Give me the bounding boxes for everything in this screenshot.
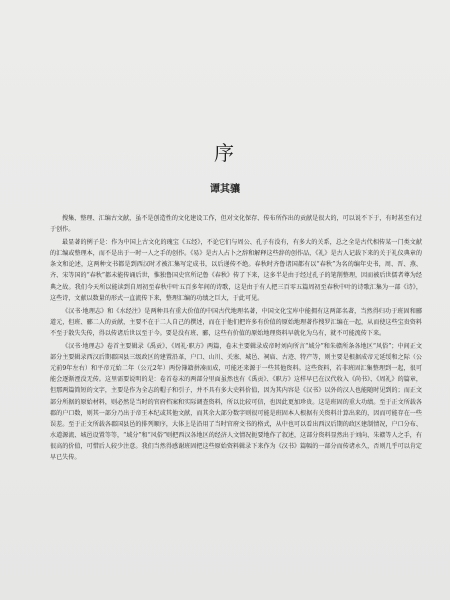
preface-title: 序 [214, 141, 236, 165]
author-name: 谭其骧 [210, 184, 240, 195]
paragraph: 最显著的例子是：作为中国上古文化的瑰宝《五经》，不论它们与周公、孔子有没有，有多大的关系，总之全是古代相传某一门类文献的汇编或整理本，而不是出于一时一人之手的创作。《易》是古人占卜之辞和解释这些辞的创作品，《礼》是古人记载下来的关于礼仪典章的条文和论述，这两种文书都是到西汉时才被汇集写定成书，以后递传不绝。春秋时齐鲁诸国都有以“春秋”为名的编年史书，周、晋、燕、齐、宋等国的“春秋”都未能传诵后世，惟独鲁国史官所记鲁《春秋》传了下来，这多半是由于经过孔子的笔削整理，因而被后世儒者尊为经典之故。我们今天所以能读到自周初至春秋中叶五百多年间的诗歌，这是由于有人把三百零五篇周初至春秋中叶的诗歌汇集为一部《诗》，这些诗，文献以数量的形式一直流传下来，整理汇编的功绩之巨大，于此可见。 [50, 239, 422, 302]
paragraph: 搜集、整理、汇编古文献，虽不是创造性的文化建设工作，但对文化保存、传布所作出的贡献是很大的，可以说不下于，有时甚至有过于创作。 [50, 215, 422, 234]
preface-body [50, 213, 422, 465]
paragraph: 《汉书·地理志》和《水经注》是两种具有重大价值的中国古代地理名著，中国文化宝库中能拥有这两部名著，当然得归功于班固和郦道元，但班、郦二人的贡献，主要不在于二人自己的撰述，而在于他们把许多有价值的原始地理著作搜罗汇编在一起，从而使这些宝贵资料不至于散失失传，得以传诸后世以至于今。要是没有班、郦，这些有价值的原始地理资料早就化为乌有，就不可能流传下来。 [50, 307, 422, 337]
paragraph: 《汉书·地理志》卷首主要辑录《禹贡》、《周礼·职方》两篇，卷末主要辑录成帝时刘向所言“域分”和朱赣所条各地区“风俗”；中间正文部分主要辑录西汉后期郡国县三级政区的建置沿革，户口、山川、关塞、城邑、祠庙、古迹、特产等，则主要是根据成帝元延绥和之际（公元前9年左右）和平帝元始二年（公元2年）两份簿籍拼凑而成，可能还来源于一些其他资料。这些资料，若非班固汇集整理到一起，很可能会逐渐湮没无传。这里需要说明的是：卷首卷末的两部分里面虽然也有《禹贡》、《职方》这样早已在汉代收入《尚书》、《周礼》的篇章，但那两篇简短的文字，主要是作为全志的帽子和引子，并不具有多大史料价值，因为其内容是《汉书》以外的汉人也能随时见到的；而正文部分所据的原始材料，则必然是当时的官府档案和实际调查资料，所以比较可信，也因此更加珍贵。这是班固的重大功绩。至于正文所载各郡的户口数，则其一部分乃出于帝王本纪或其他文献，而其余大部分数字则很可能是班固本人根据有关资料计算出来的，因而可能存在一些误差。至于正文所载各郡国县邑的排列顺序，大体上是沿用了当时官府文书的格式，从中也可以看出西汉后期的政区建制情况，户口分布、水道源流、城邑设置等等，“域分”和“风俗”则把西汉各地区的经济人文情况扼要地作了叙述，这部分资料显然出于刘向、朱赣等人之手，有很高的价值，可惜后人较少注意。我们当然得感谢班固把这些原始资料辑录下来作为《汉书》篇幅的一部分而传诸永久，否则几乎可以肯定早已失传。 [50, 343, 422, 461]
